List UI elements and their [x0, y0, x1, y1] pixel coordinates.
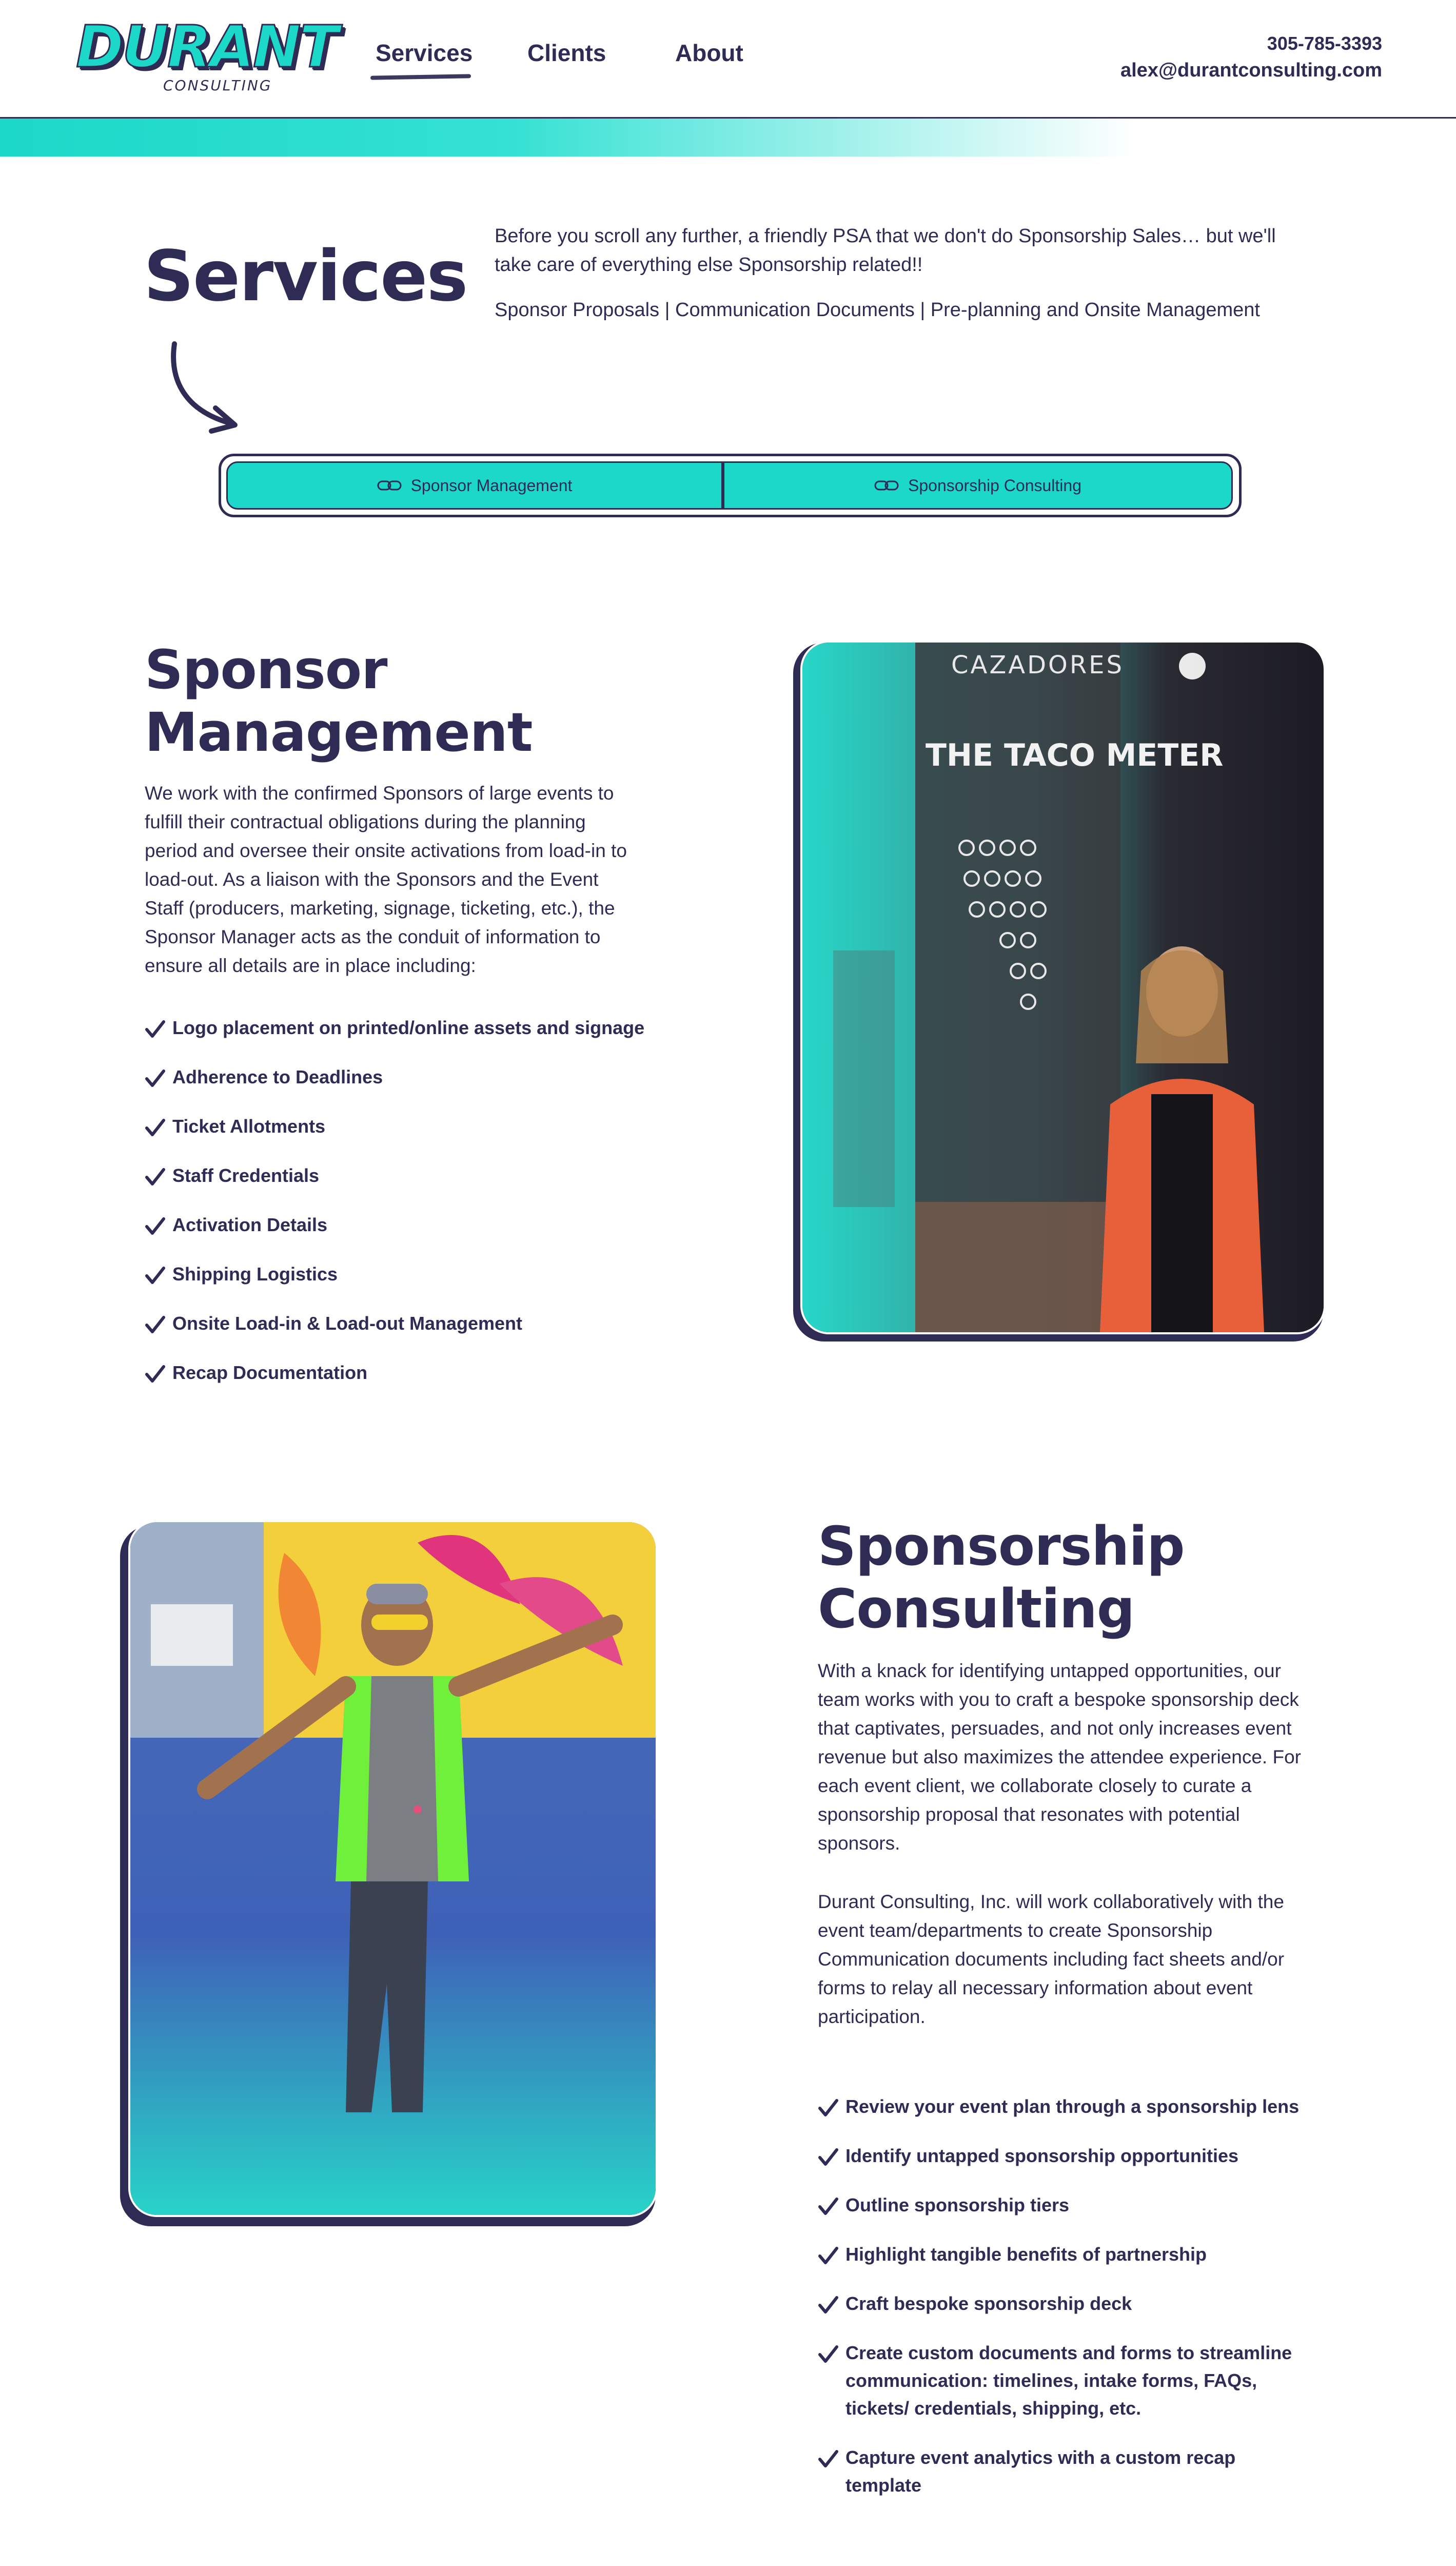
- title-line: Management: [145, 701, 533, 764]
- header-phone[interactable]: 305-785-3393: [1267, 33, 1382, 54]
- check-icon: [818, 2449, 838, 2470]
- check-list-label: Shipping Logistics: [172, 1263, 338, 1285]
- check-list-item: [145, 1113, 678, 1140]
- check-list-label: Craft bespoke sponsorship deck: [845, 2293, 1132, 2314]
- sign-title: THE TACO METER: [926, 737, 1224, 773]
- check-icon: [818, 2196, 838, 2217]
- teal-gradient-strip: [0, 119, 1456, 157]
- check-list-label: Create custom documents and forms to streamline communication: timelines, intake forms, FAQs, tickets/ credentials, shipping, etc.: [845, 2342, 1292, 2419]
- check-icon: [145, 1167, 165, 1188]
- nav-clients[interactable]: Clients: [527, 40, 606, 66]
- check-list-label: Capture event analytics with a custom recap template: [845, 2447, 1236, 2496]
- photo-consultant-outdoors: [128, 1520, 658, 2217]
- tab-sponsorship-consulting[interactable]: [723, 461, 1233, 510]
- sponsorship-consulting-body-2: Durant Consulting, Inc. will work collaboratively with the event team/departments to create Sponsorship Communication documents including fact sheets and/or forms to relay all necessary information about event participation.: [818, 1891, 1285, 2027]
- check-icon: [145, 1364, 165, 1385]
- check-list-item: [145, 1162, 678, 1190]
- check-list-label: Onsite Load-in & Load-out Management: [172, 1313, 522, 1334]
- check-list-label: Recap Documentation: [172, 1362, 368, 1383]
- check-list-label: Logo placement on printed/online assets and signage: [172, 1017, 645, 1038]
- sponsorship-consulting-body-1: With a knack for identifying untapped opportunities, our team works with you to craft a bespoke sponsorship deck that captivates, persuades, and not only increases event revenue but also maximizes the attendee experience. For each event client, we collaborate closely to curate a sponsorship proposal that resonates with potential sponsors.: [818, 1660, 1301, 1854]
- check-list-item: [818, 2290, 1310, 2318]
- event-photo: [802, 643, 1324, 1332]
- check-icon: [145, 1266, 165, 1286]
- check-icon: [818, 2246, 838, 2266]
- sign-brand: CAZADORES: [951, 651, 1124, 679]
- nav-services[interactable]: Services: [376, 40, 473, 66]
- check-icon: [145, 1019, 165, 1040]
- check-list-item: [145, 1014, 678, 1042]
- site-header: [0, 0, 1456, 119]
- check-list-label: Outline sponsorship tiers: [845, 2194, 1070, 2215]
- check-list-item: [818, 2191, 1310, 2219]
- check-list-label: Highlight tangible benefits of partnership: [845, 2244, 1207, 2265]
- check-list-label: Ticket Allotments: [172, 1116, 326, 1137]
- check-list-item: [818, 2142, 1310, 2170]
- logo-subtitle: CONSULTING: [163, 77, 272, 94]
- logo-main[interactable]: DURANT: [76, 14, 337, 81]
- check-list-item: [145, 1359, 678, 1387]
- check-list-item: [145, 1310, 678, 1337]
- title-line: Sponsorship: [818, 1515, 1185, 1578]
- check-list-item: [145, 1211, 678, 1239]
- check-list-item: [818, 2093, 1310, 2121]
- check-list-label: Staff Credentials: [172, 1165, 320, 1186]
- check-icon: [818, 2147, 838, 2168]
- services-intro: Before you scroll any further, a friendly PSA that we don't do Sponsorship Sales… but we'll take care of everything else Sponsorship related!!: [495, 225, 1276, 276]
- tab-label: Sponsor Management: [410, 476, 573, 495]
- sponsorship-consulting-list: [818, 2093, 1310, 2521]
- nav-active-underline: [370, 74, 471, 80]
- check-list-item: [818, 2444, 1310, 2499]
- service-tabs: [219, 454, 1242, 517]
- check-list-item: [818, 2241, 1310, 2268]
- services-summary: Sponsor Proposals | Communication Documents | Pre-planning and Onsite Management: [495, 299, 1260, 321]
- photo-event-sponsor-manager: [800, 640, 1326, 1334]
- check-list-label: Review your event plan through a sponsorship lens: [845, 2096, 1300, 2117]
- check-list-label: Identify untapped sponsorship opportunities: [845, 2145, 1238, 2166]
- check-icon: [145, 1315, 165, 1335]
- link-icon: [874, 479, 899, 492]
- check-icon: [145, 1118, 165, 1138]
- check-icon: [818, 2098, 838, 2118]
- curved-arrow-icon: [164, 339, 246, 436]
- sponsor-management-body: We work with the confirmed Sponsors of large events to fulfill their contractual obligations during the planning period and oversee their onsite activations from load-in to load-out. As a liaison with the Sponsors and the Event Staff (producers, marketing, signage, ticketing, etc.), the Sponsor Manager acts as the conduit of information to ensure all details are in place including:: [145, 783, 627, 976]
- sponsor-management-list: [145, 1014, 678, 1408]
- nav-about[interactable]: About: [675, 40, 743, 66]
- sponsor-management-title: [145, 638, 533, 764]
- link-icon: [377, 479, 402, 492]
- check-list-label: Activation Details: [172, 1214, 328, 1235]
- check-icon: [145, 1216, 165, 1237]
- page-title: Services: [144, 236, 467, 317]
- title-line: Sponsor: [145, 638, 387, 701]
- tab-label: Sponsorship Consulting: [908, 476, 1081, 495]
- tab-sponsor-management[interactable]: [226, 461, 723, 510]
- check-list-label: Adherence to Deadlines: [172, 1066, 383, 1087]
- header-email[interactable]: alex@durantconsulting.com: [1120, 60, 1382, 81]
- check-icon: [818, 2295, 838, 2316]
- event-photo: [130, 1522, 656, 2215]
- sponsorship-consulting-title: [818, 1515, 1185, 1640]
- check-list-item: [818, 2339, 1310, 2422]
- check-icon: [818, 2344, 838, 2365]
- check-list-item: [145, 1063, 678, 1091]
- title-line: Consulting: [818, 1578, 1135, 1640]
- check-icon: [145, 1068, 165, 1089]
- check-list-item: [145, 1260, 678, 1288]
